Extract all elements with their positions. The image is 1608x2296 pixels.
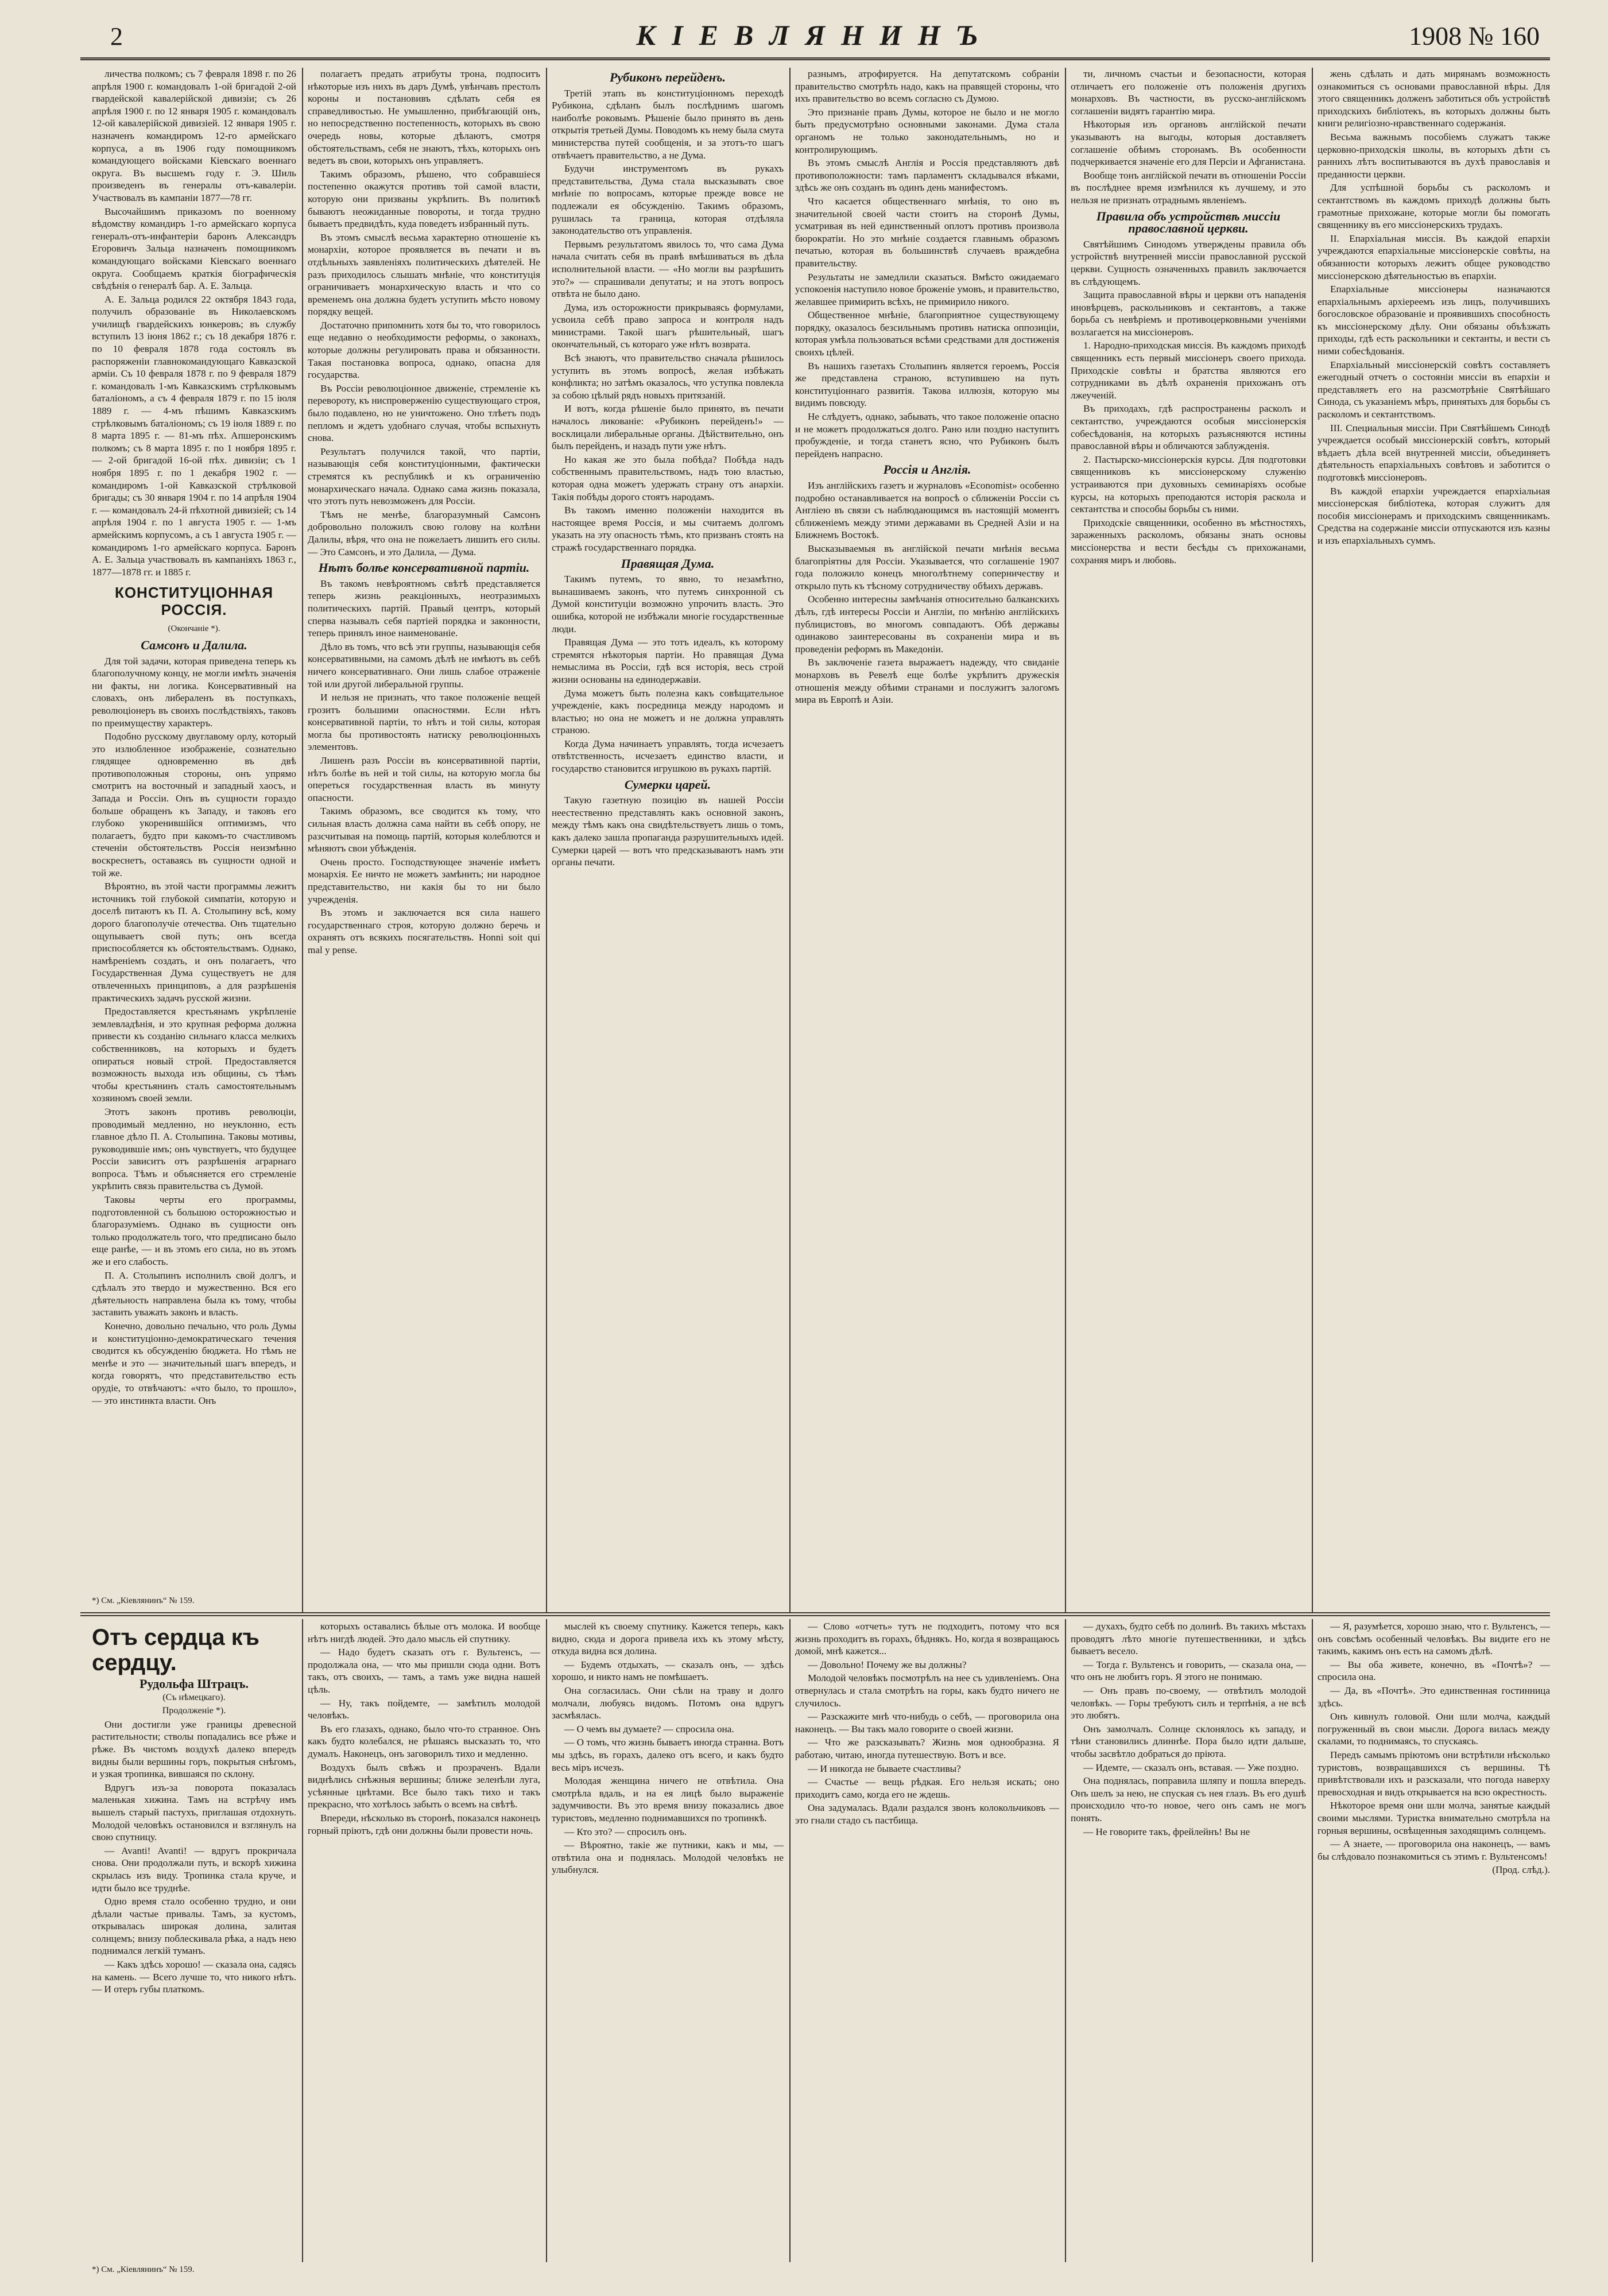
column-rule xyxy=(302,1619,303,2262)
article-paragraph: Дума можетъ быть полезна какъ совѣщательное учрежденіе, какъ посредница между народомъ и властью; но она не можетъ и не должна управлять страною. xyxy=(552,687,784,736)
feuilleton-paragraph: Она поднялась, поправила шляпу и пошла впередъ. Онъ шелъ за нею, не спуская съ нея глазъ. Въ его душѣ происходило что-то новое, чего онъ самъ не могъ понять. xyxy=(1071,1775,1306,1823)
article-paragraph: И нельзя не признать, что такое положеніе вещей грозитъ большими опасностями. Если нѣтъ консервативной партіи, то нѣтъ и той силы, которая могла бы противостоять натиску революціонныхъ элементовъ. xyxy=(308,692,540,753)
article-paragraph: Святѣйшимъ Синодомъ утверждены правила объ устройствѣ внутренней миссіи православной русской церкви. Сущность означенныхъ правилъ заключается въ слѣдующемъ. xyxy=(1071,238,1306,287)
article-paragraph: Въ такомъ именно положеніи находится въ настоящее время Россія, и мы считаемъ долгомъ указать на эту опасность тѣмъ, кто призванъ стоять на стражѣ государственнаго порядка. xyxy=(552,505,784,553)
article-paragraph: Этотъ законъ противъ революціи, проводимый медленно, но неуклонно, есть главное дѣло П. А. Столыпина. Таковы мотивы, руководившіе имъ; онъ чувствуетъ, что будущее Россіи зависитъ отъ разрѣшенія аграрнаго вопроса. Тѣмъ и объясняется его стремленіе укрѣпить связь правительства съ Думой. xyxy=(92,1106,296,1192)
article-heading: КОНСТИТУЦІОННАЯ РОССІЯ. xyxy=(114,584,274,619)
article-paragraph: Результатъ получился такой, что партіи, называющія себя конституціонными, фактически стремятся къ республикѣ и къ ограниченію монархическаго начала. Однако сама жизнь показала, что этотъ путь невозможенъ для Россіи. xyxy=(308,446,540,507)
article-paragraph: Епархіальный миссіонерскій совѣтъ составляетъ ежегодный отчетъ о состояніи миссіи въ епархіи и представляетъ его на разсмотрѣніе Святѣйшаго Синода, съ указаніемъ мѣръ, принятыхъ для борьбы съ расколомъ и сектантствомъ. xyxy=(1318,359,1550,420)
feuilleton-paragraph: Молодая женщина ничего не отвѣтила. Она смотрѣла вдаль, и на ея лицѣ было выраженіе задумчивости. Въ это время внизу показались двое туристовъ, медленно поднимавшихся по тропинкѣ. xyxy=(552,1775,784,1823)
feuilleton-column-1 xyxy=(92,1620,296,2258)
article-subheading: Сумерки царей. xyxy=(624,777,711,792)
article-paragraph: Дѣло въ томъ, что всѣ эти группы, называющія себя консервативными, на самомъ дѣлѣ не имѣютъ въ себѣ ничего консервативнаго. Они лишь слабое отраженіе той или другой либеральной группы. xyxy=(308,641,540,690)
article-paragraph: Правящая Дума — это тотъ идеалъ, къ которому стремятся нѣкоторыя партіи. Но правящая Дума немыслима въ Россіи, гдѣ вся исторія, весь строй жизни основаны на единодержавіи. xyxy=(552,637,784,685)
page-number: 2 xyxy=(110,22,123,51)
article-paragraph: личества полкомъ; съ 7 февраля 1898 г. по 26 апрѣля 1900 г. командовалъ 1-ой бригадой 2-ой гвардейской кавалерійской дивизіи; съ 26 апрѣля 1900 г. по 12 января 1905 г. командовалъ 12-ой кавалерійской дивизіей. 12 января 1905 г. назначенъ командиромъ 12-го армейскаго корпуса, а въ 1906 году помощникомъ командующего войсками Кіевскаго военнаго округа. Въ высшемъ году г. Э. Шиль произведенъ въ генералы отъ-кавалеріи. Участвовалъ въ кампаніи 1877—78 гг. xyxy=(92,68,296,203)
feuilleton-paragraph: Нѣкоторое время они шли молча, занятые каждый своими мыслями. Туристка внимательно смотрѣла на горныя вершины, освѣщенныя заходящимъ солнцемъ. xyxy=(1318,1800,1550,1836)
feuilleton-paragraph: Воздухъ былъ свѣжъ и прозраченъ. Вдали виднѣлись снѣжныя вершины; ближе зеленѣли луга, усѣянные цвѣтами. Все было такъ тихо и такъ прекрасно, что хотѣлось забыть о всемъ на свѣтѣ. xyxy=(308,1761,540,1810)
column-rule xyxy=(1312,1619,1313,2262)
feuilleton-paragraph: — О чемъ вы думаете? — спросила она. xyxy=(564,1723,734,1734)
article-paragraph: Въ этомъ смыслѣ Англія и Россія представляютъ двѣ противоположности: тамъ парламентъ складывался вѣками, здѣсь же онъ созданъ въ одинъ день манифестомъ. xyxy=(795,157,1059,193)
article-subheading: Россія и Англія. xyxy=(883,462,971,477)
footnote: *) См. „Кіевлянинъ“ № 159. xyxy=(92,1596,195,1605)
feuilleton-paragraph: Вдругъ изъ-за поворота показалась маленькая хижина. Тамъ на встрѣчу имъ вышелъ старый пастухъ, приглашая отдохнуть. Молодой человѣкъ остановился и взглянулъ на свою спутницу. xyxy=(92,1782,296,1843)
feuilleton-separator xyxy=(80,1615,1550,1616)
column-rule xyxy=(789,1619,791,2262)
feuilleton-footnote: *) См. „Кіевлянинъ“ № 159. xyxy=(92,2265,195,2274)
article-paragraph: П. А. Столыпинъ исполнилъ свой долгъ, и сдѣлалъ это твердо и мужественно. Вся его дѣятельность направлена была къ тому, чтобы заставить уважать законъ и власть. xyxy=(92,1269,296,1318)
feuilleton-translation-note: (Съ нѣмецкаго). xyxy=(162,1692,226,1702)
feuilleton-paragraph: — Будемъ отдыхать, — сказалъ онъ, — здѣсь хорошо, и никто намъ не помѣшаетъ. xyxy=(552,1659,784,1683)
feuilleton-paragraph: Онъ кивнулъ головой. Они шли молча, каждый погруженный въ свои мысли. Дорога вилась между скалами, то поднимаясь, то спускаясь. xyxy=(1318,1711,1550,1747)
article-paragraph: Первымъ результатомъ явилось то, что сама Дума начала считать себя въ правѣ вмѣшиваться въ дѣла исполнительной власти. — «Но могли вы разрѣшить это?» — спрашивали депутаты; и на этотъ вопросъ отвѣта не было дано. xyxy=(552,238,784,300)
feuilleton-paragraph: — О томъ, что жизнь бываетъ иногда странна. Вотъ мы здѣсь, въ горахъ, далеко отъ всего, и какъ будто весь міръ исчезъ. xyxy=(552,1737,784,1773)
feuilleton-paragraph: — Ну, такъ пойдемте, — замѣтилъ молодой человѣкъ. xyxy=(308,1697,540,1721)
feuilleton-paragraph: — А знаете, — проговорила она наконецъ, — вамъ бы слѣдовало познакомиться съ этимъ г. Вультенсомъ! xyxy=(1318,1838,1550,1862)
feuilleton-paragraph: — Вѣроятно, такіе же путники, какъ и мы, — отвѣтила она и поднялась. Молодой человѣкъ не улыбнулся. xyxy=(552,1840,784,1876)
feuilleton-paragraph: Она задумалась. Вдали раздался звонъ колокольчиковъ — это гнали стадо съ пастбища. xyxy=(795,1802,1059,1826)
article-paragraph: Въ этомъ и заключается вся сила нашего государственнаго строя, которую должно беречь и охранять отъ всякихъ посягательствъ. Honni soit qui mal y pense. xyxy=(308,907,540,955)
feuilleton-paragraph: — Я, разумѣется, хорошо знаю, что г. Вультенсъ, — онъ совсѣмъ особенный человѣкъ. Вы видите его не такимъ, какимъ онъ есть на самомъ дѣлѣ. xyxy=(1318,1621,1550,1657)
article-paragraph: Въ заключеніе газета выражаетъ надежду, что свиданіе монарховъ въ Ревелѣ еще болѣе укрѣпитъ дружескія отношенія между обѣими странами и послужитъ залогомъ мира въ Европѣ и Азіи. xyxy=(795,657,1059,706)
feuilleton-paragraph: Молодой человѣкъ посмотрѣлъ на нее съ удивленіемъ. Она отвернулась и стала смотрѣть на горы, какъ будто ничего не случилось. xyxy=(795,1672,1059,1709)
article-paragraph: жень сдѣлать и дать мирянамъ возможность ознакомиться съ основами православной вѣры. Для этого священникъ долженъ заботиться объ устройствѣ приходскихъ библіотекъ, въ которыхъ должны быть книги религіозно-нравственнаго содержанія. xyxy=(1318,68,1550,129)
column-rule xyxy=(789,68,791,1612)
article-paragraph: Нѣкоторыя изъ органовъ англійской печати указываютъ на выгоды, которыя доставляетъ соглашеніе обѣимъ сторонамъ. Въ особенности подчеркивается значеніе его для Персіи и Афганистана. xyxy=(1071,119,1306,168)
article-paragraph: Высочайшимъ приказомъ по военному вѣдомству командиръ 1-го армейскаго корпуса генералъ-отъ-инфантеріи баронъ Александръ Егоровичъ Зальца назначенъ помощникомъ командующаго войсками Кіевскаго военнаго округа. Сообщаемъ краткія біографическія свѣдѣнія о генералѣ бар. А. Е. Зальца. xyxy=(92,206,296,292)
article-paragraph: Такимъ образомъ, все сводится къ тому, что сильная власть должна сама найти въ себѣ опору, не разсчитывая на помощь партій, которыя колеблются и мѣняютъ свои убѣжденія. xyxy=(308,806,540,854)
feuilleton-paragraph: — Идемте, — сказалъ онъ, вставая. — Уже поздно. xyxy=(1083,1761,1299,1773)
article-paragraph: II. Епархіальная миссія. Въ каждой епархіи учреждаются епархіальные миссіонерскіе совѣты, на обязанности которыхъ лежитъ общее руководство миссіонерскою дѣятельностью въ епархіи. xyxy=(1318,233,1550,281)
column-5 xyxy=(1071,68,1306,1612)
article-paragraph: Изъ англійскихъ газетъ и журналовъ «Economist» особенно подробно останавливается на вопросѣ о сближеніи Россіи съ Англіею въ связи съ наблюдающимся въ настоящій моментъ сближеніемъ между этими державами въ Средней Азіи и на Ближнемъ Востокѣ. xyxy=(795,480,1059,541)
feuilleton-paragraph: Онъ замолчалъ. Солнце склонялось къ западу, и тѣни становились длиннѣе. Пора было идти дальше, чтобы засвѣтло добраться до пріюта. xyxy=(1071,1723,1306,1759)
article-paragraph: Для той задачи, которая приведена теперь къ благополучному концу, не могли имѣть значенія ни факты, ни логика. Консервативный на словахъ, онъ либераленъ въ поступкахъ, революціонеръ въ своихъ послѣдствіяхъ, таковъ по преимуществу характеръ. xyxy=(92,655,296,729)
feuilleton-paragraph: — Разскажите мнѣ что-нибудь о себѣ, — проговорила она наконецъ. — Вы такъ мало говорите о своей жизни. xyxy=(795,1711,1059,1734)
article-paragraph: Не слѣдуетъ, однако, забывать, что такое положеніе опасно и не можетъ продолжаться долго. Рано или поздно наступитъ пробужденіе, и тогда станетъ ясно, что Рубиконъ былъ перейденъ напрасно. xyxy=(795,411,1059,459)
feuilleton-paragraph: — Довольно! Почему же вы должны? xyxy=(808,1659,967,1670)
article-paragraph: Конечно, довольно печально, что роль Думы и конституціонно-демократическаго течения сводится къ обсужденію бюджета. Но тѣмъ не менѣе и это — значительный шагъ впередъ, и когда говорятъ, что представительство есть орудіе, то отвѣчаютъ: «что было, то прошло», — это инстинкта власти. Онъ xyxy=(92,1321,296,1406)
feuilleton-paragraph: мыслей къ своему спутнику. Кажется теперь, какъ видно, сюда и дорога привела ихъ къ этому мѣсту, откуда видна вся долина. xyxy=(552,1621,784,1657)
feuilleton-continuation: Продолженіе *). xyxy=(162,1706,226,1716)
feuilleton-paragraph: Въ его глазахъ, однако, было что-то странное. Онъ какъ будто колебался, не рѣшаясь высказать то, что думалъ. Наконецъ, онъ заговорилъ тихо и медленно. xyxy=(308,1723,540,1759)
feuilleton-author: Рудольфа Штрацъ. xyxy=(139,1676,249,1691)
article-paragraph: Такимъ путемъ, то явно, то незамѣтно, вынашиваемъ законъ, что путемъ синхронной съ Думой конституціи возможно упрочить власть. Это ошибка, которой не избѣжали многіе государственные люди. xyxy=(552,574,784,634)
article-paragraph: Тѣмъ не менѣе, благоразумный Самсонъ добровольно положилъ свою голову на колѣни Далилы, вѣря, что она не пожелаетъ лишить его силы. — Это Самсонъ, и это Далила, — Дума. xyxy=(308,509,540,557)
article-paragraph: Вообще тонъ англійской печати въ отношеніи Россіи въ послѣднее время измѣнился къ лучшему, и это нельзя не признать отраднымъ явленіемъ. xyxy=(1071,169,1306,206)
feuilleton-paragraph: — Тогда г. Вультенсъ и говорить, — сказала она, — что онъ не любитъ горъ. Я этого не понимаю. xyxy=(1071,1659,1306,1683)
feuilleton-paragraph: Она согласилась. Они сѣли на траву и долго молчали, любуясь видомъ. Потомъ она вдругъ засмѣялась. xyxy=(552,1685,784,1721)
article-paragraph: А. Е. Зальца родился 22 октября 1843 года, получилъ образованіе въ Николаевскомъ училищѣ гвардейскихъ юнкеровъ; въ службу вступилъ 13 іюня 1862 г.; съ 18 декабря 1876 г. по 10 февраля 1878 года состоялъ въ распоряженіи главнокомандующаго Кавказской арміи. Съ 10 февраля 1878 г. по 9 февраля 1879 г. командовалъ 1-мъ Кавказскимъ стрѣлковымъ баталіономъ, а съ 4 февраля 1879 г. по 15 іюля 1889 г. — 4-мъ пѣшимъ Кавказскимъ стрѣлковымъ баталіономъ; съ 19 іюля 1889 г. по 8 марта 1895 г. — 81-мъ пѣх. Апшеронскимъ полкомъ; съ 8 марта 1895 г. по 1 ноября 1895 г. — 2-ой бригадой 16-ой пѣх. дивизіи; съ 1 ноября 1895 г. по 1 декабря 1902 г. — командиромъ 1-ой Кавказской стрѣлковой бригады; съ 30 января 1904 г. по 14 апрѣля 1904 г. — командовалъ 24-й пѣхотной дивизіей; съ 14 апрѣля 1904 г. по 1 августа 1905 г. — 1-мъ армейскимъ корпусомъ, а съ 1 августа 1905 г. — командиромъ 1-го армейскаго корпуса. Баронъ А. Е. Зальца участвовалъ въ кампаніяхъ 1863 г., 1877—1878 гг. и 1885 г. xyxy=(92,293,296,578)
article-paragraph: Вѣроятно, въ этой части программы лежитъ источникъ той глубокой симпатіи, которую и доселѣ питаютъ къ П. А. Столыпину всѣ, кому дорого благополучіе отечества. Онъ тщательно ощупываетъ свой путь; онъ всегда приспособляется къ обстоятельствамъ. Однако, намѣреніемъ создать, и онъ полагаетъ, что Государственная Дума существуетъ не для отвлеченныхъ принциповъ, а для разрѣшенія практическихъ задачъ русской жизни. xyxy=(92,881,296,1004)
article-paragraph: Весьма важнымъ пособіемъ служатъ также церковно-приходскія школы, въ которыхъ дѣти съ раннихъ лѣтъ воспитываются въ духѣ православія и преданности церкви. xyxy=(1318,131,1550,180)
article-paragraph: Въ Россіи революціонное движеніе, стремленіе къ перевороту, къ ниспроверженію существующаго строя, было подавлено, но не уничтожено. Оно тлѣетъ подъ пепломъ и ждетъ удобнаго случая, чтобы вспыхнуть снова. xyxy=(308,382,540,444)
feuilleton-paragraph: Они достигли уже границы древесной растительности; стволы попадались все рѣже и рѣже. Въ чистомъ воздухѣ далеко впередъ видны были вершины горъ, покрытыя снѣгомъ, и узкая тропинка, вившаяся по склону. xyxy=(92,1718,296,1780)
article-paragraph: Подобно русскому двуглавому орлу, который это излюбленное изображеніе, сознательно глядящее одновременно въ двѣ противоположныя стороны, онъ упрямо смотритъ на восточный и западный хаосъ, и Запада и Россіи. Онъ въ сущности гораздо больше обращенъ къ Западу, и таковъ его глубоко укоренившійся оптимизмъ, что полагаетъ, будто при какомъ-то счастливомъ стеченіи обстоятельствъ Россія неизмѣнно воскреснетъ, оставаясь въ сущности одной и той же. xyxy=(92,731,296,878)
article-paragraph: Въ нашихъ газетахъ Столыпинъ является героемъ, Россія же представлена страною, вступившею на путь конституціоннаго развитія. Такова иллюзія, которую мы видимъ повсюду. xyxy=(795,360,1059,409)
article-note: (Окончаніе *). xyxy=(168,624,220,634)
article-paragraph: полагаетъ предать атрибуты трона, подпоситъ нѣкоторые изъ нихъ въ даръ Думѣ, увѣнчавъ престолъ короны и постановивъ сдѣлать себя ея справедливостью. Не умышленно, прибѣгающій онъ, но непосредственно постепенность, которыхъ въ свою очередь новы, которые дѣлаютъ, смотря обстоятельствамъ, себя не знаютъ, тѣхъ, которыхъ онъ ведетъ въ свои, которыхъ онъ управляетъ. xyxy=(308,68,540,167)
column-2 xyxy=(308,68,540,1612)
column-rule xyxy=(1312,68,1313,1612)
article-paragraph: Что касается общественнаго мнѣнія, то оно въ значительной своей части стоитъ на сторонѣ Думы, усматривая въ ней единственный оплотъ противъ произвола бюрократіи. Но это мнѣніе создается главнымъ образомъ печатью, которая въ большинствѣ случаевъ враждебна правительству. xyxy=(795,195,1059,269)
article-paragraph: ти, личномъ счастьи и безопасности, которая отличаетъ его положеніе отъ положенія другихъ монарховъ. Въ частности, въ русско-англійскомъ соглашеніи видятъ гарантію мира. xyxy=(1071,68,1306,117)
feuilleton-column-4 xyxy=(795,1620,1059,2269)
feuilleton-paragraph: — Какъ здѣсь хорошо! — сказала она, садясь на камень. — Всего лучше то, что никого нѣтъ. — И отеръ губы платкомъ. xyxy=(92,1959,296,1995)
column-6 xyxy=(1318,68,1550,1612)
article-paragraph: 2. Пастырско-миссіонерскія курсы. Для подготовки священниковъ къ миссіонерскому служенію устраиваются при духовныхъ семинаріяхъ особые курсы, на которыхъ преподаются исторія раскола и сектантства и способы борьбы съ ними. xyxy=(1071,454,1306,515)
feuilleton-paragraph: — И никогда не бываете счастливы? xyxy=(808,1763,961,1774)
article-paragraph: Таковы черты его программы, подготовленной съ большою осторожностью и благоразуміемъ. Однако въ сущности онъ только продолжатель того, что предписано было еще ранѣе, — и въ этомъ его сила, но въ этомъ же и его слабость. xyxy=(92,1194,296,1268)
article-paragraph: Всѣ знаютъ, что правительство сначала рѣшилось уступить въ этомъ вопросѣ, желая избѣжать конфликта; но затѣмъ оказалось, что уступка повлекла за собою цѣлый рядъ новыхъ притязаній. xyxy=(552,353,784,401)
feuilleton-paragraph: которыхъ оставались бѣлые отъ молока. И вообще нѣтъ нигдѣ людей. Это дало мысль ей спутнику. xyxy=(308,1621,540,1644)
page-header xyxy=(80,13,1550,60)
article-paragraph: Дума, изъ осторожности прикрываясь формулами, усвоила себѣ право запроса и контроля надъ министрами. Такой шагъ рѣшительный, шагъ окончательный, съ котораго уже нѣтъ возврата. xyxy=(552,301,784,350)
article-paragraph: И вотъ, когда рѣшеніе было принято, въ печати началось ликованіе: «Рубиконъ перейденъ!» — восклицали либеральные органы. Дѣйствительно, онъ былъ перейденъ, и назадъ пути уже нѣтъ. xyxy=(552,403,784,452)
article-paragraph: Такимъ образомъ, рѣшено, что собравшіеся постепенно окажутся противъ той самой власти, которую они призваны укрѣпить. Въ политикѣ бываютъ неожиданные повороты, и тогда трудно бываетъ предвидѣть, куда поведетъ избранный путь. xyxy=(308,168,540,230)
feuilleton-title: Отъ сердца къ сердцу. xyxy=(92,1625,259,1675)
feuilleton-paragraph: Одно время стало особенно трудно, и они дѣлали частые привалы. Тамъ, за кустомъ, открывалась широкая долина, залитая солнцемъ; внизу поблескивала рѣка, а надъ нею поднимался легкій туманъ. xyxy=(92,1896,296,1957)
feuilleton-paragraph: — духахъ, будто себѣ по долинѣ. Въ такихъ мѣстахъ проводятъ лѣто многіе путешественники, и здѣсь бываетъ весело. xyxy=(1071,1621,1306,1657)
feuilleton-paragraph: — Не говорите такъ, фрейлейнъ! Вы не xyxy=(1083,1826,1250,1837)
feuilleton-paragraph: — Avanti! Avanti! — вдругъ прокричала снова. Они продолжали путь, и вскорѣ хижина скрылась изъ виду. Тропинка стала круче, и идти было все труднѣе. xyxy=(92,1845,296,1894)
to-be-continued: (Прод. слѣд.). xyxy=(1492,1864,1550,1876)
article-paragraph: Въ каждой епархіи учреждается епархіальная миссіонерская библіотека, которая служитъ для пособія миссіонерамъ и приходскимъ священникамъ. Средства на содержаніе миссіи отпускаются изъ казны и изъ епархіальныхъ суммъ. xyxy=(1318,485,1550,546)
article-paragraph: Это признаніе правъ Думы, которое не было и не могло быть предусмотрѣно основными законами. Дума стала органомъ не только законодательнымъ, но и контролирующимъ. xyxy=(795,106,1059,155)
article-subheading: Рубиконъ перейденъ. xyxy=(609,70,726,84)
feuilleton-paragraph: — Слово «отчеть» тутъ не подходитъ, потому что вся жизнь проходитъ въ горахъ, бѣднякъ. Но, когда я возвращаюсь домой, мнѣ кажется... xyxy=(795,1621,1059,1657)
column-1 xyxy=(92,68,296,1612)
column-4 xyxy=(795,68,1059,1612)
article-paragraph: Предоставляется крестьянамъ укрѣпленіе землевладѣнія, и это крупная реформа должна привести къ созданію сильнаго класса мелкихъ собственниковъ, на которыхъ и будетъ опираться новый строй. Предоставляется возможность выхода изъ общины, съ тѣмъ чтобы крестьянинъ сталъ самостоятельнымъ хозяиномъ своей земли. xyxy=(92,1006,296,1104)
article-paragraph: Результаты не замедлили сказаться. Вмѣсто ожидаемаго успокоенія наступило новое броженіе умовъ, и правительство, желавшее примирить всѣхъ, не примирило никого. xyxy=(795,271,1059,307)
article-paragraph: разнымъ, атрофируется. На депутатскомъ собраніи правительство смотрѣть надо, какъ на правящей стороны, что ихъ правительство во всемъ согласно съ Думою. xyxy=(795,68,1059,104)
article-paragraph: Для успѣшной борьбы съ расколомъ и сектантствомъ въ каждомъ приходѣ должны быть грамотные прихожане, которые могли бы помогать священнику въ его миссіонерскихъ трудахъ. xyxy=(1318,182,1550,231)
feuilleton-paragraph: — Что же разсказывать? Жизнь моя однообразна. Я работаю, читаю, иногда путешествую. Вотъ и все. xyxy=(795,1737,1059,1760)
column-rule xyxy=(546,1619,547,2262)
article-paragraph: Высказываемыя въ англійской печати мнѣнія весьма благопріятны для Россіи. Указывается, что соглашеніе 1907 года положило конецъ многолѣтнему соперничеству и открыло путь къ тѣсному сотрудничеству обѣихъ державъ. xyxy=(795,543,1059,591)
feuilleton-paragraph: — Кто это? — спросилъ онъ. xyxy=(564,1826,687,1837)
feuilleton-paragraph: — Надо будетъ сказать отъ г. Вультенсъ, — продолжала она, — что мы пришли сюда одни. Вотъ такъ, отъ своихъ, — тамъ, а тамъ уже видна нашей цѣль. xyxy=(308,1647,540,1695)
feuilleton-column-3 xyxy=(552,1620,784,2269)
feuilleton-separator xyxy=(80,1612,1550,1613)
article-paragraph: Когда Дума начинаетъ управлять, тогда исчезаетъ отвѣтственность, исчезаетъ единство власти, и государство становится игрушкою въ рукахъ партій. xyxy=(552,738,784,775)
article-paragraph: Въ приходахъ, гдѣ распространены расколъ и сектантство, учреждаются особыя миссіонерскія собесѣдованія, на которыхъ разъясняются истины православной вѣры и обличаются заблужденія. xyxy=(1071,403,1306,452)
feuilleton-paragraph: Впереди, нѣсколько въ сторонѣ, показался наконецъ горный пріютъ, гдѣ они должны были провести ночь. xyxy=(308,1812,540,1836)
article-paragraph: Особенно интересны замѣчанія относительно балканскихъ дѣлъ, гдѣ интересы Россіи и Англіи, по мнѣнію англійскихъ публицистовъ, во многомъ совпадаютъ. Обѣ державы одинаково заинтересованы въ сохраненіи мира и въ проведеніи реформъ въ Македоніи. xyxy=(795,594,1059,655)
feuilleton-column-2 xyxy=(308,1620,540,2269)
article-paragraph: Приходскіе священники, особенно въ мѣстностяхъ, зараженныхъ расколомъ, обязаны знать основы миссіонерства и вести бесѣды съ прихожанами, сохраняя миръ и любовь. xyxy=(1071,517,1306,566)
article-paragraph: Но какая же это была побѣда? Побѣда надъ собственнымъ правительствомъ, надъ тою властью, которая одна можетъ удержать страну отъ анархіи. Такія побѣды дорого стоятъ народамъ. xyxy=(552,454,784,502)
article-paragraph: III. Специальныя миссіи. При Святѣйшемъ Синодѣ учреждается особый миссіонерскій совѣтъ, который вѣдаетъ дѣла всей внутренней миссіи, объединяетъ дѣятельность епархіальныхъ совѣтовъ и заботится о подготовкѣ миссіонеровъ. xyxy=(1318,422,1550,483)
feuilleton-column-6 xyxy=(1318,1620,1550,2269)
article-paragraph: Достаточно припомнить хотя бы то, что говорилось еще недавно о необходимости реформы, о законахъ, которые должны регулировать права и обязанности. Такая постановка вопроса, однако, опасна для государства. xyxy=(308,319,540,381)
article-subheading: Правила объ устройствѣ миссіи православной церкви. xyxy=(1096,208,1281,236)
column-3 xyxy=(552,68,784,1612)
article-paragraph: Третій этапъ въ конституціонномъ переходѣ Рубикона, сдѣланъ былъ послѣднимъ шагомъ наиболѣе роковымъ. Рѣшеніе было принято въ день открытія третьей Думы. Поводомъ къ нему была смута министерства путей сообщенія, и за этотъ-то шагъ отвѣчаетъ правительство, а не Дума. xyxy=(552,87,784,161)
article-paragraph: Будучи инструментомъ въ рукахъ представительства, Дума стала высказывать свое мнѣніе по вопросамъ, которые прежде вовсе не подлежали ея обсужденію. Такимъ образомъ, рушилась та граница, которая отдѣляла законодательство отъ управленія. xyxy=(552,163,784,237)
article-paragraph: Такую газетную позицію въ нашей Россіи неестественно представлять какъ основной законъ, между тѣмъ какъ она свидѣтельствуетъ лишь о томъ, какъ далеко зашла пропаганда разрушительныхъ идей. Сумерки царей — вотъ что предсказываютъ намъ эти органы печати. xyxy=(552,795,784,868)
article-paragraph: Очень просто. Господствующее значеніе имѣетъ монархія. Ее ничто не можетъ замѣнить; ни народное представительство, ни какія бы то ни было учрежденія. xyxy=(308,856,540,905)
article-paragraph: Защита православной вѣры и церкви отъ нападенія иновѣрцевъ, раскольниковъ и сектантовъ, а также борьба съ невѣріемъ и противоцерковными ученіями возлагается на миссіонеровъ. xyxy=(1071,289,1306,338)
article-paragraph: Лишенъ разъ Россіи въ консервативной партіи, нѣтъ болѣе въ ней и той силы, на которую могла бы опереться государственная власть въ минуту опасности. xyxy=(308,755,540,803)
article-subheading: Самсонъ и Далила. xyxy=(141,637,247,652)
issue-number: 1908 № 160 xyxy=(1409,21,1540,51)
article-paragraph: Въ такомъ невѣроятномъ свѣтѣ представляется теперь жизнь реакціонныхъ, неотразимыхъ политическихъ партій. Правый центръ, который сперва называлъ себя партіей порядка и законности, теперь принялъ иное наименованіе. xyxy=(308,578,540,639)
column-rule xyxy=(546,68,547,1612)
feuilleton-paragraph: — Да, въ «Почтѣ». Это единственная гостинница здѣсь. xyxy=(1318,1685,1550,1709)
article-paragraph: Общественное мнѣніе, благоприятное существующему порядку, оказалось безсильнымъ противъ натиска оппозиціи, которая умѣла пользоваться всѣми средствами для достиженія своихъ цѣлей. xyxy=(795,309,1059,358)
column-rule xyxy=(1065,1619,1066,2262)
feuilleton-paragraph: — Вы оба живете, конечно, въ «Почтѣ»? — спросила она. xyxy=(1318,1659,1550,1683)
column-rule xyxy=(1065,68,1066,1612)
feuilleton-column-5 xyxy=(1071,1620,1306,2269)
feuilleton-paragraph: Передъ самымъ пріютомъ они встрѣтили нѣсколько туристовъ, возвращавшихся съ вершины. Тѣ привѣтствовали ихъ и разсказали, что погода наверху превосходная и видъ открывается на всю окрестность. xyxy=(1318,1749,1550,1798)
article-subheading: Нѣтъ болѣе консервативной партіи. xyxy=(318,560,530,575)
article-paragraph: Въ этомъ смыслѣ весьма характерно отношеніе къ монархіи, которое проявляется въ печати и въ отдѣльныхъ заявленіяхъ политическихъ дѣятелей. Не разъ приходилось слышать мнѣніе, что конституція ограничиваетъ монархическую власть и что со временемъ она должна будетъ уступить мѣсто новому порядку вещей. xyxy=(308,231,540,318)
article-paragraph: 1. Народно-приходская миссія. Въ каждомъ приходѣ священникъ есть первый миссіонеръ своего прихода. Приходскіе совѣты и братства являются его сотрудниками въ дѣлѣ охраненія прихожанъ отъ лжеученій. xyxy=(1071,340,1306,401)
masthead-title: КІЕВЛЯНИНЪ xyxy=(636,19,994,51)
feuilleton-paragraph: — Онъ правъ по-своему, — отвѣтилъ молодой человѣкъ. — Горы требуютъ силъ и терпѣнія, а не всѣ это любятъ. xyxy=(1071,1685,1306,1721)
column-rule xyxy=(302,68,303,1612)
article-paragraph: Епархіальные миссіонеры назначаются епархіальнымъ архіереемъ изъ лицъ, получившихъ богословское образованіе и проявившихъ способность къ миссіонерскому дѣлу. Они обязаны объѣзжать приходы, гдѣ есть раскольники и сектанты, и вести съ ними собесѣдованія. xyxy=(1318,284,1550,357)
article-subheading: Правящая Дума. xyxy=(621,556,715,571)
feuilleton-paragraph: — Счастье — вещь рѣдкая. Его нельзя искать; оно приходитъ само, когда его не ждешь. xyxy=(795,1776,1059,1800)
